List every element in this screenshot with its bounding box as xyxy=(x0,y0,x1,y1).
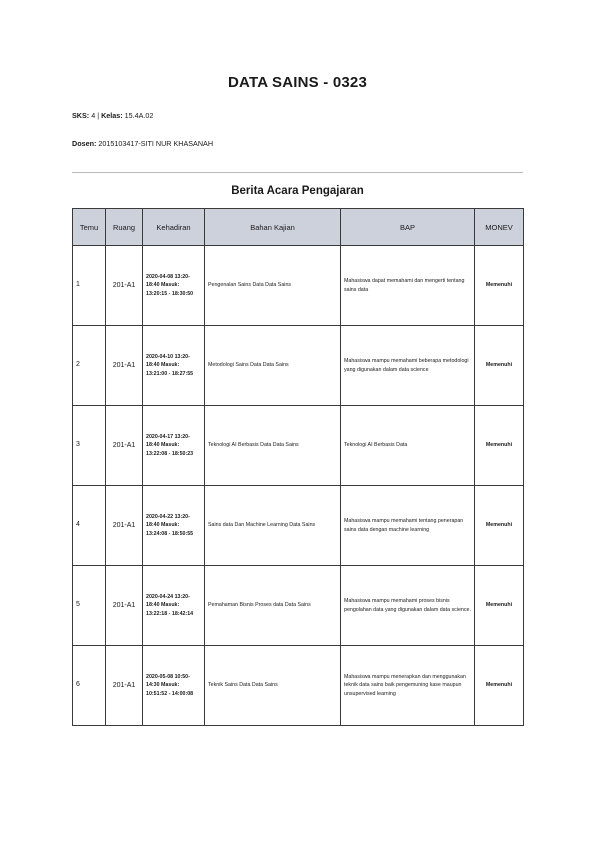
cell-kehadiran: 2020-04-08 13:20-18:40 Masuk: 13:20:15 - 18:30:50 xyxy=(143,246,205,326)
cell-temu: 2 xyxy=(73,326,106,406)
cell-bahan-kajian: Teknik Sains Data Data Sains xyxy=(205,646,341,726)
cell-ruang: 201-A1 xyxy=(106,406,143,486)
teaching-report-table xyxy=(72,208,524,726)
cell-bap: Teknologi AI Berbasis Data xyxy=(341,406,475,486)
header-monev: MONEV xyxy=(475,209,524,246)
cell-kehadiran: 2020-05-08 10:50-14:30 Masuk: 10:51:52 - 14:00:08 xyxy=(143,646,205,726)
dosen-label: Dosen: xyxy=(72,139,97,148)
cell-bahan-kajian: Metodologi Sains Data Data Sains xyxy=(205,326,341,406)
kelas-value: 15.4A.02 xyxy=(124,111,154,120)
section-divider xyxy=(72,172,523,173)
course-meta-dosen xyxy=(72,139,213,148)
cell-ruang: 201-A1 xyxy=(106,646,143,726)
header-temu: Temu xyxy=(73,209,106,246)
page-title: DATA SAINS - 0323 xyxy=(228,74,367,91)
cell-temu: 5 xyxy=(73,566,106,646)
cell-monev: Memenuhi xyxy=(475,406,524,486)
cell-monev: Memenuhi xyxy=(475,566,524,646)
sks-value: 4 xyxy=(91,111,96,120)
cell-kehadiran: 2020-04-24 13:20-18:40 Masuk: 13:22:18 - 18:42:14 xyxy=(143,566,205,646)
table-row xyxy=(73,246,524,326)
course-meta-sks-kelas xyxy=(72,111,153,120)
table-row xyxy=(73,646,524,726)
header-ruang: Ruang xyxy=(106,209,143,246)
header-bap: BAP xyxy=(341,209,475,246)
dosen-value: 2015103417-SITI NUR KHASANAH xyxy=(98,139,214,148)
cell-bahan-kajian: Sains data Dan Machine Learning Data Sains xyxy=(205,486,341,566)
sks-label: SKS: xyxy=(72,111,90,120)
cell-temu: 4 xyxy=(73,486,106,566)
meta-separator: | xyxy=(97,111,100,120)
table-row xyxy=(73,406,524,486)
section-title: Berita Acara Pengajaran xyxy=(231,185,364,197)
cell-monev: Memenuhi xyxy=(475,646,524,726)
cell-temu: 1 xyxy=(73,246,106,326)
header-kehadiran: Kehadiran xyxy=(143,209,205,246)
table-row xyxy=(73,566,524,646)
table-row xyxy=(73,486,524,566)
table-row xyxy=(73,326,524,406)
cell-ruang: 201-A1 xyxy=(106,486,143,566)
cell-bap: Mahasiswa mampu memahami tentang penerapan sains data dengan machine learning xyxy=(341,486,475,566)
cell-bap: Mahasiswa mampu memahami beberapa metodologi yang digunakan dalam data science xyxy=(341,326,475,406)
cell-kehadiran: 2020-04-10 13:20-18:40 Masuk: 13:21:00 - 18:27:55 xyxy=(143,326,205,406)
cell-ruang: 201-A1 xyxy=(106,566,143,646)
cell-bahan-kajian: Pemahaman Bisnis Proses data Data Sains xyxy=(205,566,341,646)
cell-monev: Memenuhi xyxy=(475,486,524,566)
cell-bahan-kajian: Pengenalan Sains Data Data Sains xyxy=(205,246,341,326)
cell-bap: Mahasiswa dapat memahami dan mengerti tentang sains data xyxy=(341,246,475,326)
cell-monev: Memenuhi xyxy=(475,326,524,406)
cell-temu: 6 xyxy=(73,646,106,726)
cell-ruang: 201-A1 xyxy=(106,326,143,406)
table-header-row xyxy=(73,209,524,246)
cell-temu: 3 xyxy=(73,406,106,486)
cell-bahan-kajian: Teknologi AI Berbasis Data Data Sains xyxy=(205,406,341,486)
cell-monev: Memenuhi xyxy=(475,246,524,326)
cell-bap: Mahasiswa mampu menerapkan dan menggunakan teknik data sains baik pengemuning kase maupun unsupervised learning xyxy=(341,646,475,726)
cell-bap: Mahasiswa mampu memahami proses bisnis pengolahan data yang digunakan dalam data science. xyxy=(341,566,475,646)
cell-kehadiran: 2020-04-22 13:20-18:40 Masuk: 13:24:08 - 18:50:55 xyxy=(143,486,205,566)
cell-kehadiran: 2020-04-17 13:20-18:40 Masuk: 13:22:08 - 18:50:23 xyxy=(143,406,205,486)
header-bahan-kajian: Bahan Kajian xyxy=(205,209,341,246)
cell-ruang: 201-A1 xyxy=(106,246,143,326)
kelas-label: Kelas: xyxy=(101,111,123,120)
